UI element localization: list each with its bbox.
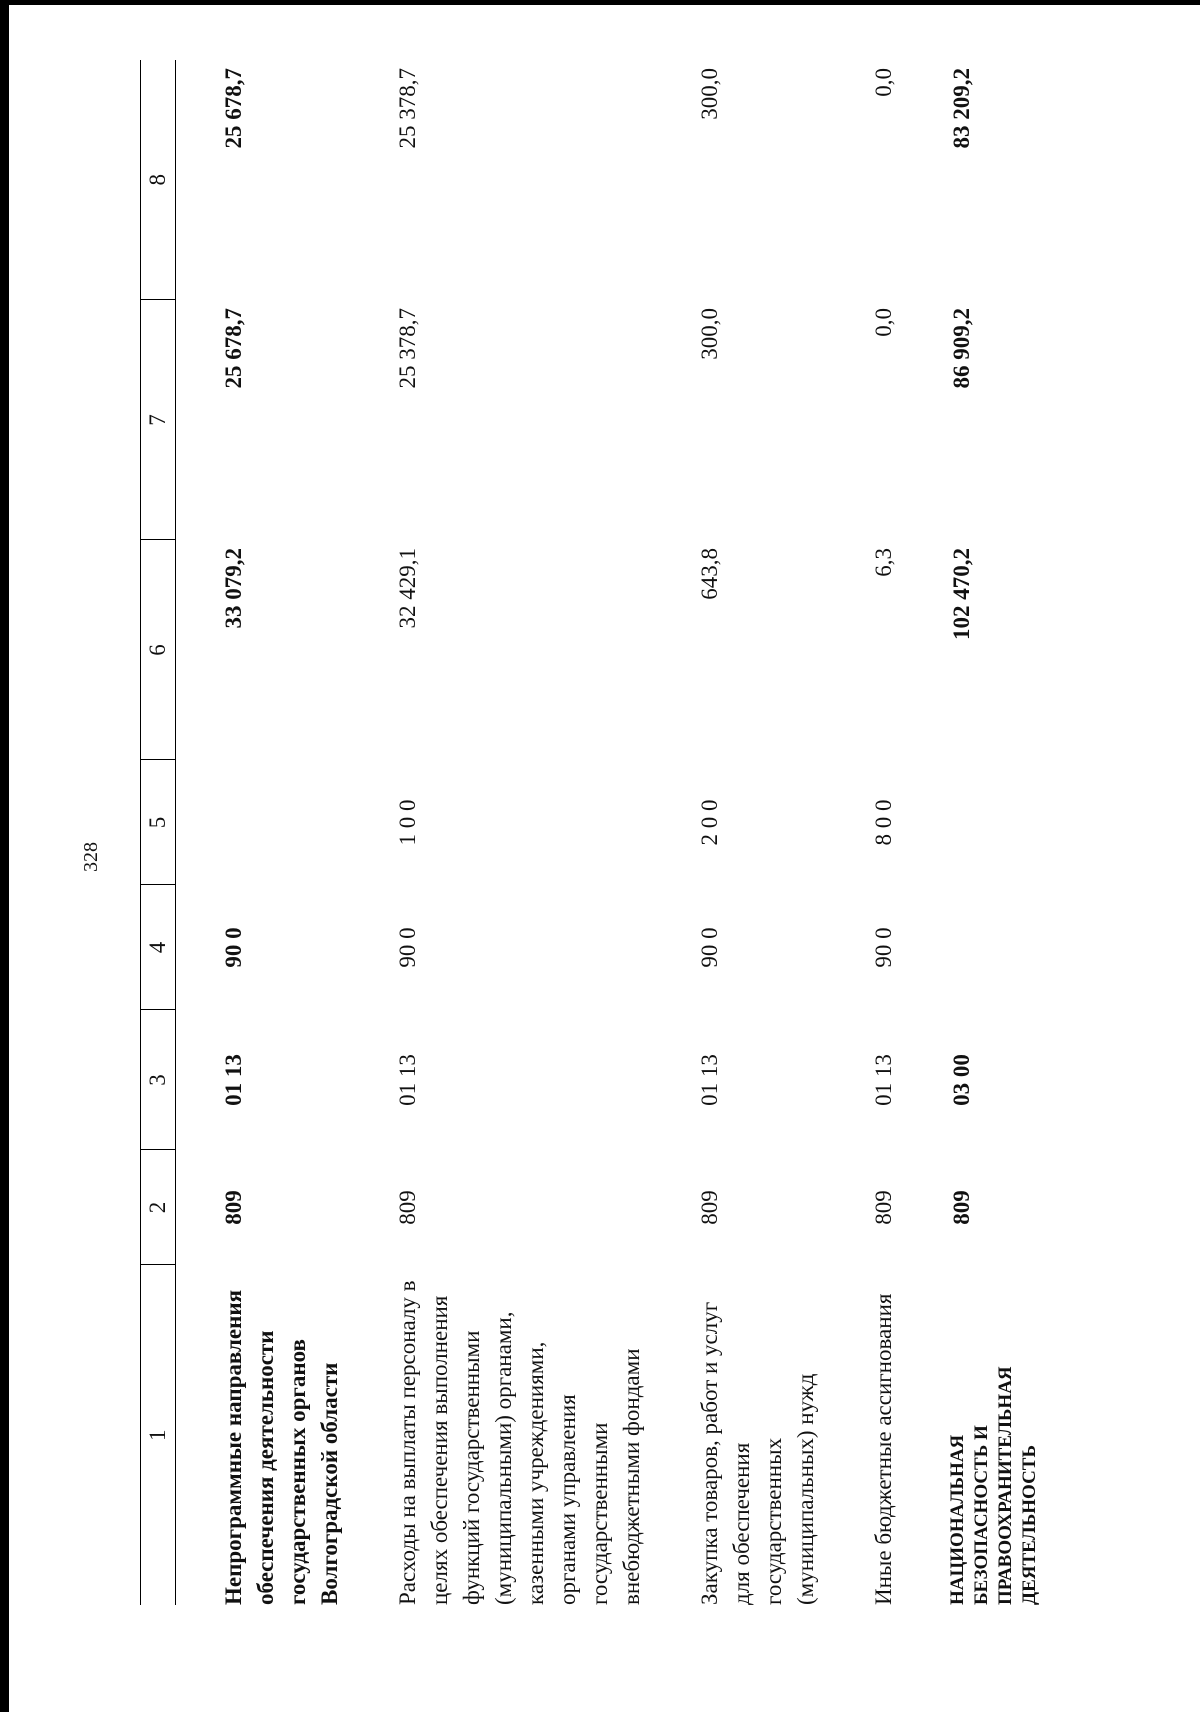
row-value-8: 300,0 — [697, 68, 722, 120]
row-name: Расходы на выплаты персоналу в целях обеспечения выполнения функций государственными (муниципальными) органами, казенными учреждениями, органами управления государственными внебюджетными фондами — [395, 1280, 644, 1605]
row-value-8: 0,0 — [871, 68, 896, 97]
col-header-3: 3 — [141, 1010, 176, 1150]
row-code-ministry: 809 — [949, 1190, 974, 1225]
budget-table — [140, 60, 1042, 1605]
table-row — [822, 60, 900, 1605]
row-value-8: 25 678,7 — [221, 68, 246, 149]
row-value-6: 32 429,1 — [395, 548, 420, 629]
row-value-6: 102 470,2 — [949, 548, 974, 640]
row-code-target: 90 0 — [697, 927, 722, 968]
row-code-ministry: 809 — [697, 1190, 722, 1225]
row-code-section: 01 13 — [221, 1054, 246, 1106]
row-name: Закупка товаров, работ и услуг для обеспечения государственных (муниципальных) нужд — [697, 1301, 818, 1605]
table-row — [346, 60, 648, 1605]
col-header-6: 6 — [141, 540, 176, 760]
row-name: Непрограммные направления обеспечения деятельности государственных органов Волгоградской области — [221, 1289, 342, 1605]
row-value-7: 25 378,7 — [395, 308, 420, 389]
row-code-section: 03 00 — [949, 1054, 974, 1106]
row-code-target: 90 0 — [221, 927, 246, 968]
row-name: Иные бюджетные ассигнования — [871, 1293, 896, 1605]
table-row — [648, 60, 822, 1605]
row-value-8: 83 209,2 — [949, 68, 974, 149]
row-value-6: 6,3 — [871, 548, 896, 577]
col-header-2: 2 — [141, 1150, 176, 1265]
row-code-target: 90 0 — [395, 927, 420, 968]
row-name: НАЦИОНАЛЬНАЯ БЕЗОПАСНОСТЬ И ПРАВООХРАНИТЕЛЬНАЯ ДЕЯТЕЛЬНОСТЬ — [947, 1366, 1040, 1605]
row-code-target — [900, 885, 1042, 1010]
row-code-section: 01 13 — [697, 1054, 722, 1106]
table-row — [176, 60, 347, 1605]
row-code-section: 01 13 — [871, 1054, 896, 1106]
col-header-8: 8 — [141, 60, 176, 300]
table-row — [900, 60, 1042, 1605]
row-code-ministry: 809 — [871, 1190, 896, 1225]
col-header-4: 4 — [141, 885, 176, 1010]
col-header-7: 7 — [141, 300, 176, 540]
row-code-expense: 1 0 0 — [395, 799, 420, 846]
row-value-7: 0,0 — [871, 308, 896, 337]
row-value-8: 25 378,7 — [395, 68, 420, 149]
row-value-6: 33 079,2 — [221, 548, 246, 629]
row-code-expense: 8 0 0 — [871, 799, 896, 846]
row-code-expense — [900, 760, 1042, 885]
col-header-1: 1 — [141, 1265, 176, 1605]
row-code-ministry: 809 — [221, 1190, 246, 1225]
col-header-5: 5 — [141, 760, 176, 885]
row-value-7: 86 909,2 — [949, 308, 974, 389]
row-value-6: 643,8 — [697, 548, 722, 600]
row-code-ministry: 809 — [395, 1190, 420, 1225]
row-code-expense — [176, 760, 347, 885]
row-code-target: 90 0 — [871, 927, 896, 968]
page-number: 328 — [80, 842, 102, 872]
table-header — [141, 60, 176, 1605]
row-code-section: 01 13 — [395, 1054, 420, 1106]
row-value-7: 300,0 — [697, 308, 722, 360]
row-code-expense: 2 0 0 — [697, 799, 722, 846]
row-value-7: 25 678,7 — [221, 308, 246, 389]
